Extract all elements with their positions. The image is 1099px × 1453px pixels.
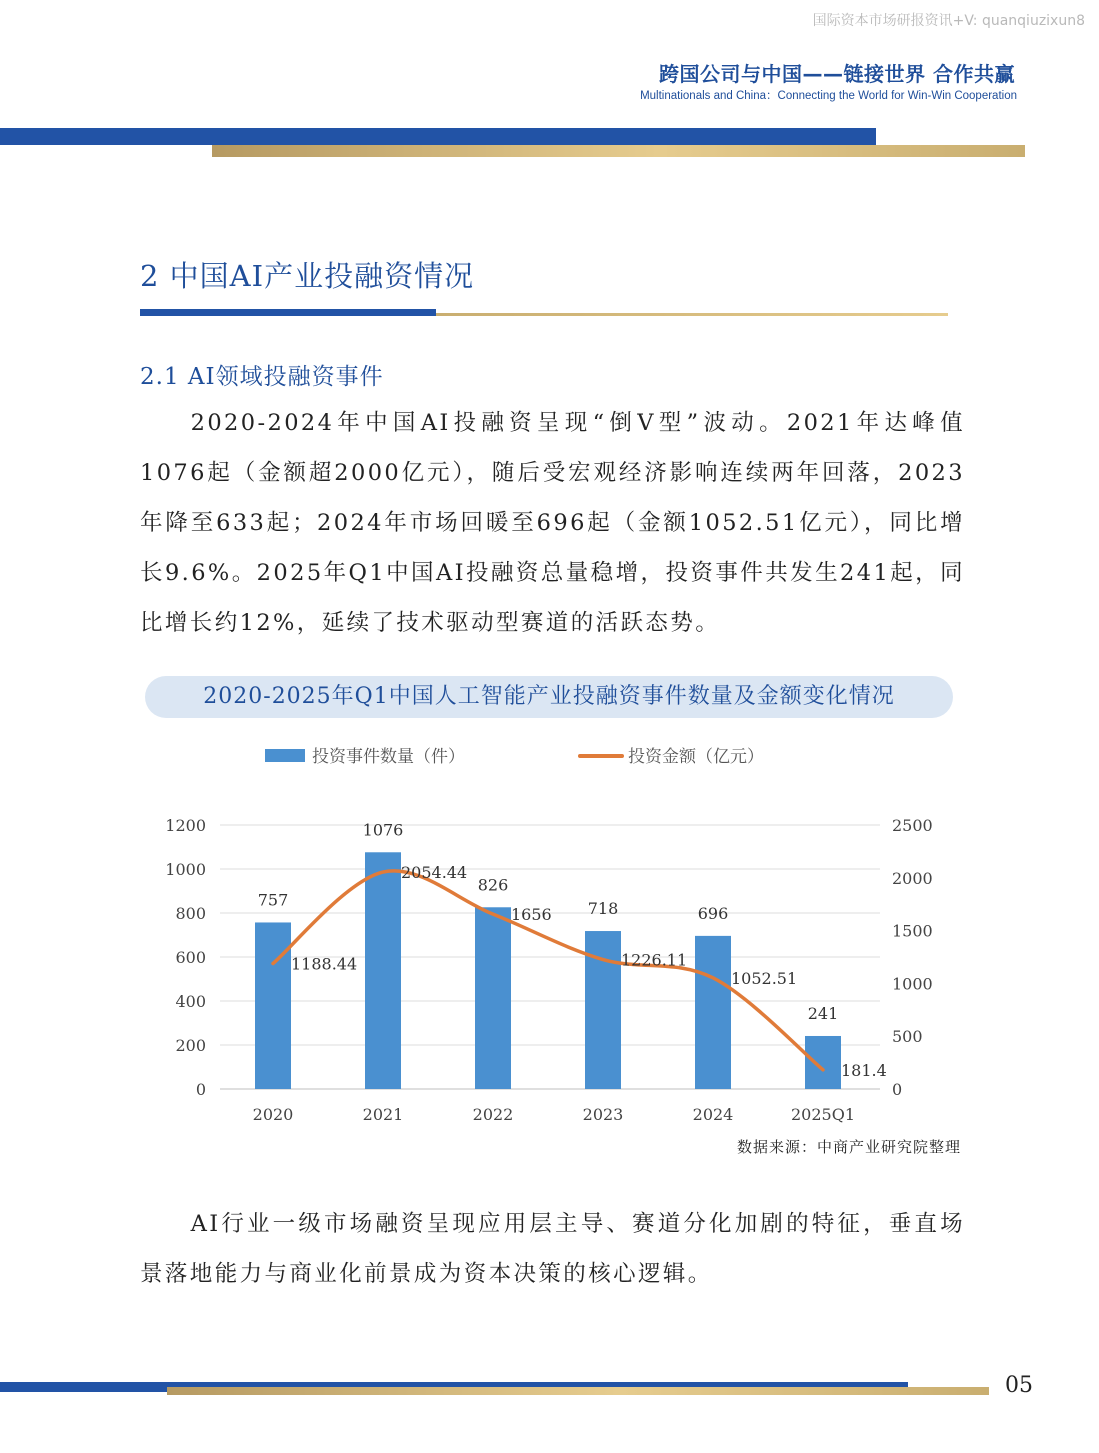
line-label-2023: 1226.11 (621, 950, 688, 970)
y-left-tick-label: 1000 (165, 860, 206, 879)
subsection-title: 2.1 AI领域投融资事件 (140, 364, 384, 390)
y-left-tick-label: 400 (175, 992, 206, 1011)
section-rule-blue (140, 309, 436, 316)
header-gold-band (212, 145, 1025, 157)
footer-gold-band (167, 1387, 989, 1395)
y-left-tick-label: 600 (175, 948, 206, 967)
bar-2021 (365, 852, 401, 1089)
bar-label-2022: 826 (477, 875, 509, 895)
y-right-tick-label: 2500 (892, 816, 933, 835)
header-title-en: Multinationals and China：Connecting the World for Win-Win Cooperation (640, 90, 1017, 102)
section-rule-gold (436, 313, 948, 316)
chart-title: 2020-2025年Q1中国人工智能产业投融资事件数量及金额变化情况 (145, 676, 953, 718)
section-title: 2 中国AI产业投融资情况 (140, 259, 475, 293)
y-left-tick-label: 200 (175, 1036, 206, 1055)
legend-label-line: 投资金额（亿元） (628, 747, 764, 767)
y-right-tick-label: 1500 (892, 921, 933, 941)
bar-2020 (255, 922, 291, 1089)
x-tick-label: 2020 (252, 1105, 294, 1124)
bar-label-2021: 1076 (362, 820, 404, 840)
line-label-2022: 1656 (511, 905, 552, 925)
data-source: 数据来源：中商产业研究院整理 (736, 1138, 961, 1156)
legend-label-bars: 投资事件数量（件） (312, 747, 465, 767)
bar-label-2025Q1: 241 (807, 1003, 839, 1023)
bar-label-2023: 718 (587, 899, 619, 919)
y-right-tick-label: 2000 (892, 868, 933, 888)
x-tick-label: 2023 (582, 1105, 624, 1124)
bar-label-2024: 696 (697, 903, 729, 923)
watermark: 国际资本市场研报资讯+V: quanqiuzixun8 (812, 13, 1085, 29)
x-tick-label: 2025Q1 (790, 1105, 856, 1124)
x-tick-label: 2021 (362, 1105, 404, 1124)
page-number: 05 (1005, 1373, 1033, 1398)
line-label-2025Q1: 181.4 (841, 1060, 887, 1080)
y-right-tick-label: 1000 (892, 974, 933, 994)
y-right-tick-label: 0 (892, 1080, 903, 1099)
line-label-2020: 1188.44 (291, 954, 358, 974)
x-tick-label: 2022 (472, 1105, 514, 1124)
y-left-tick-label: 1200 (165, 816, 206, 835)
paragraph-2-text: AI行业一级市场融资呈现应用层主导、赛道分化加剧的特征，垂直场景落地能力与商业化前景成为资本决策的核心逻辑。 (140, 1211, 965, 1287)
header-title-cn: 跨国公司与中国——链接世界 合作共赢 (659, 62, 1015, 86)
paragraph-1 (140, 398, 965, 648)
chart (140, 730, 960, 1130)
paragraph-1-text: 2020-2024年中国AI投融资呈现“倒V型”波动。2021年达峰值1076起（金额超2000亿元），随后受宏观经济影响连续两年回落，2023年降至633起；2024年市场回暖至696起（金额1052.51亿元），同比增长9.6%。2025年Q1中国AI投融资总量稳增，投资事件共发生241起，同比增长约12%，延续了技术驱动型赛道的活跃态势。 (140, 410, 965, 636)
y-left-tick-label: 0 (195, 1080, 206, 1099)
bar-2022 (475, 907, 511, 1089)
line-label-2024: 1052.51 (731, 968, 798, 988)
bar-2024 (695, 936, 731, 1089)
y-left-tick-label: 800 (175, 904, 206, 923)
paragraph-2 (140, 1199, 965, 1299)
line-label-2021: 2054.44 (401, 863, 468, 883)
y-right-tick-label: 500 (892, 1027, 923, 1047)
x-tick-label: 2024 (692, 1105, 734, 1124)
legend-swatch-bars (265, 749, 305, 762)
bar-label-2020: 757 (257, 890, 289, 910)
header-blue-band (0, 128, 876, 145)
bar-2025Q1 (805, 1036, 841, 1089)
